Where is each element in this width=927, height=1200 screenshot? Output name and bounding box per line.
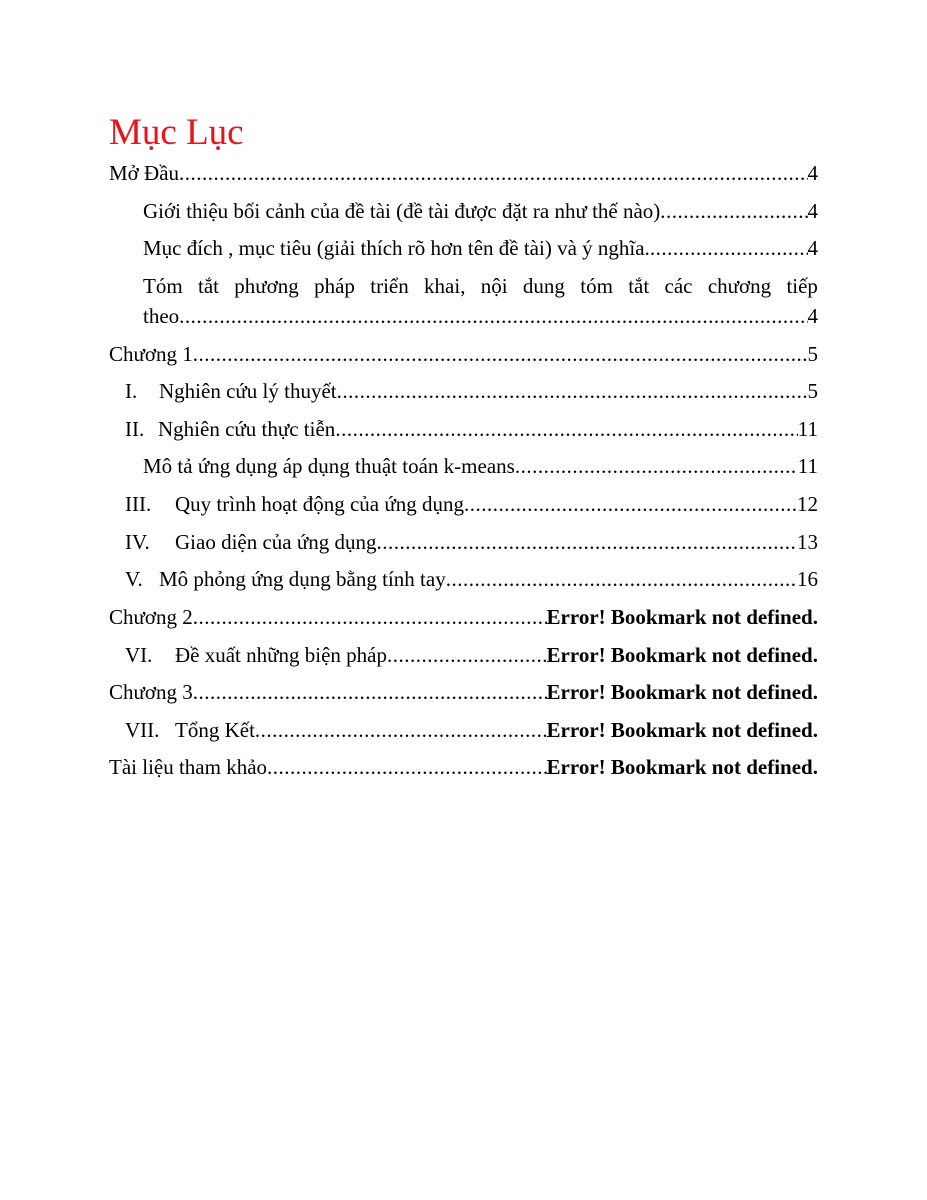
toc-entry-number: IV.	[125, 530, 150, 554]
toc-entry-wrapped-line[interactable]	[143, 271, 818, 301]
toc-word: tắt	[628, 274, 650, 298]
toc-entry-label: Chương 3	[109, 680, 193, 704]
toc-entry-label: Nghiên cứu thực tiễn	[158, 417, 336, 441]
toc-word: chương	[707, 274, 772, 298]
toc-page-number: 11	[797, 417, 818, 441]
toc-word: khai,	[424, 274, 466, 298]
toc-word: phương	[234, 274, 299, 298]
toc-word: tắt	[197, 274, 219, 298]
toc-entry-label: Tổng Kết	[175, 718, 255, 742]
toc-entry-label: Nghiên cứu lý thuyết	[159, 379, 337, 403]
toc-page-number: 4	[807, 161, 818, 185]
dot-leader	[179, 301, 807, 331]
toc-entry-number: III.	[125, 492, 152, 516]
toc-entry-label: Quy trình hoạt động của ứng dụng	[175, 492, 465, 516]
toc-word: các	[664, 274, 693, 298]
dot-leader	[337, 376, 808, 406]
toc-entry[interactable]	[143, 233, 818, 263]
dot-leader	[387, 640, 547, 670]
toc-entry-label: Chương 1	[109, 342, 193, 366]
toc-entry-label: Mục đích , mục tiêu (giải thích rõ hơn tên đề tài) và ý nghĩa.	[143, 236, 650, 260]
toc-word: tóm	[580, 274, 613, 298]
dot-leader	[660, 196, 807, 226]
toc-page-number: 11	[797, 454, 818, 478]
toc-entry[interactable]	[109, 527, 818, 557]
toc-page-number-error: Error! Bookmark not defined.	[546, 680, 818, 704]
dot-leader	[193, 602, 547, 632]
toc-page-number: 13	[797, 530, 818, 554]
dot-leader	[193, 677, 547, 707]
toc-entry-label: Tài liệu tham khảo	[109, 755, 268, 779]
toc-entry[interactable]	[109, 602, 818, 632]
toc-entry[interactable]	[109, 715, 818, 745]
toc-entry[interactable]	[109, 414, 818, 444]
toc-word: Tóm	[143, 274, 183, 298]
toc-entry-label: Mô tả ứng dụng áp dụng thuật toán k-means	[143, 454, 515, 478]
toc-page-number-error: Error! Bookmark not defined.	[546, 755, 818, 779]
toc-entry-number: V.	[125, 567, 143, 591]
dot-leader	[650, 233, 808, 263]
toc-page-number-error: Error! Bookmark not defined.	[546, 718, 818, 742]
toc-entry[interactable]	[109, 489, 818, 519]
toc-entry[interactable]	[109, 339, 818, 369]
toc-entry[interactable]	[109, 376, 818, 406]
dot-leader	[179, 158, 807, 188]
toc-entry-label: Giao diện của ứng dụng	[175, 530, 377, 554]
toc-entry-number: VII.	[125, 718, 160, 742]
toc-page-number: 16	[797, 567, 818, 591]
toc-page-number: 4	[807, 236, 818, 260]
toc-page-number: 5	[807, 342, 818, 366]
toc-entry-label: Giới thiệu bối cảnh của đề tài (đề tài được đặt ra như thế nào)	[143, 199, 661, 223]
toc-entry-label: theo	[143, 304, 180, 328]
toc-entry[interactable]	[143, 301, 818, 331]
toc-entry-number: II.	[125, 417, 145, 441]
toc-entry-label: Chương 2	[109, 605, 193, 629]
toc-entry-label: Mô phỏng ứng dụng bằng tính tay	[159, 567, 446, 591]
toc-word: pháp	[314, 274, 355, 298]
toc-page-number: 4	[807, 199, 818, 223]
dot-leader	[255, 715, 547, 745]
toc-page-number-error: Error! Bookmark not defined.	[546, 605, 818, 629]
toc-entry[interactable]	[109, 640, 818, 670]
dot-leader	[267, 752, 547, 782]
toc-page-number: 5	[807, 379, 818, 403]
toc-page-number: 4	[807, 304, 818, 328]
toc-word: tiếp	[786, 274, 818, 298]
dot-leader	[464, 489, 797, 519]
dot-leader	[335, 414, 797, 444]
toc-word: triển	[370, 274, 409, 298]
toc-entry[interactable]	[109, 564, 818, 594]
toc-page-number: 12	[797, 492, 818, 516]
dot-leader	[515, 451, 798, 481]
toc-word: dung	[522, 274, 565, 298]
toc-entry-label: Mở Đầu	[109, 161, 180, 185]
toc-title: Mục Lục	[109, 112, 244, 153]
toc-entry[interactable]	[143, 451, 818, 481]
dot-leader	[446, 564, 797, 594]
toc-entry[interactable]	[109, 677, 818, 707]
toc-entry[interactable]	[143, 196, 818, 226]
toc-word: nội	[480, 274, 508, 298]
dot-leader	[377, 527, 798, 557]
toc-entry-number: VI.	[125, 643, 153, 667]
toc-entry[interactable]	[109, 158, 818, 188]
toc-entry[interactable]	[109, 752, 818, 782]
toc-entry-number: I.	[125, 379, 138, 403]
toc-page-number-error: Error! Bookmark not defined.	[546, 643, 818, 667]
toc-entry-label: Đề xuất những biện pháp	[175, 643, 387, 667]
dot-leader	[193, 339, 808, 369]
